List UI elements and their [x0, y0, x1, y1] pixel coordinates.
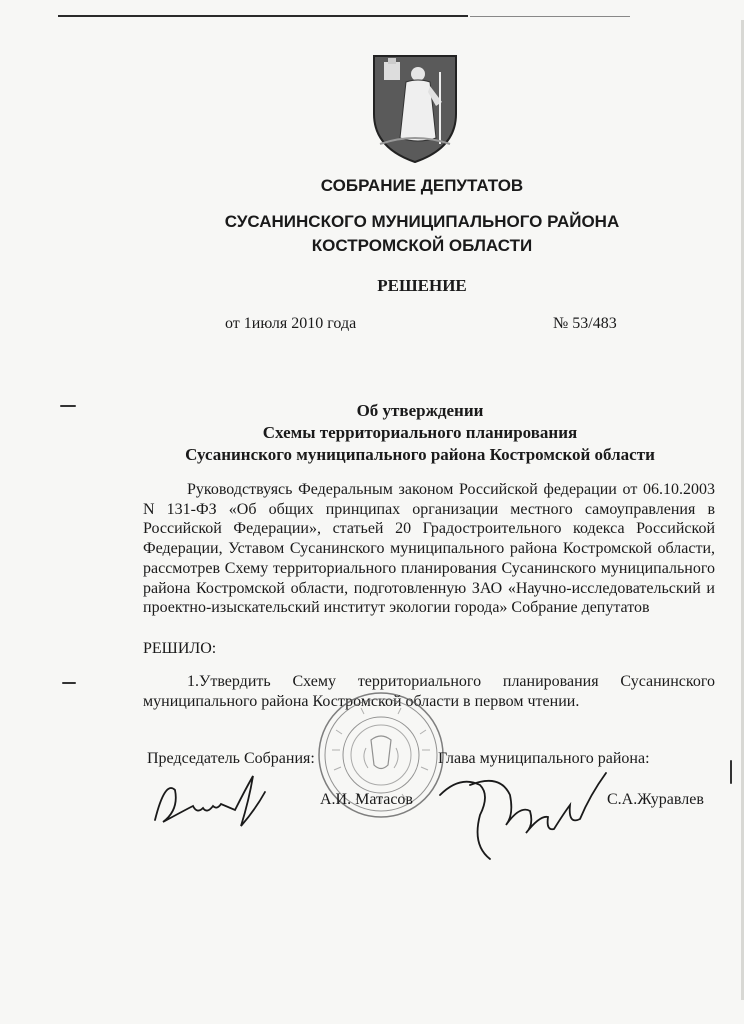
title-line3: Сусанинского муниципального района Костромской области: [185, 445, 655, 464]
left-signatory-name: А.И. Матасов: [320, 791, 413, 808]
org-name-line3: КОСТРОМСКОЙ ОБЛАСТИ: [311, 236, 533, 255]
document-type: РЕШЕНИЕ: [377, 276, 467, 295]
body-paragraph-1-text: Руководствуясь Федеральным законом Российской федерации от 06.10.2003 N 131-ФЗ «Об общих принципах организации местного самоуправления в Российской Федерации», статьей 20 Градостроительного кодекса Российской Федерации, Уставом Сусанинского муниципального района Костромской области, рассмотрев Схему территориального планирования Сусанинского муниципального района Костромской области, подготовленную ЗАО «Научно-исследовательский и проектно-изыскательский институт экологии города» Собрание депутатов: [143, 481, 715, 617]
coat-of-arms-icon: [370, 52, 460, 164]
org-name-line1: СОБРАНИЕ ДЕПУТАТОВ: [320, 176, 524, 195]
document-date: от 1июля 2010 года: [225, 315, 357, 332]
scan-edge-line: [58, 15, 468, 17]
signature-right-icon: [430, 755, 610, 865]
body-paragraph-2-text: 1.Утвердить Схему территориального планирования Сусанинского муниципального района Костромской области в первом чтении.: [143, 673, 715, 710]
scan-margin-mark: [62, 682, 76, 684]
resolved-label: РЕШИЛО:: [143, 640, 217, 657]
right-signatory-title: Глава муниципального района:: [438, 750, 650, 767]
left-signatory-title: Председатель Собрания:: [147, 750, 315, 767]
right-signatory-name: С.А.Журавлев: [607, 791, 704, 808]
scan-margin-mark: [730, 760, 732, 784]
body-paragraph-1: [143, 480, 715, 618]
signature-left-icon: [145, 770, 275, 835]
scan-margin-mark: [60, 405, 76, 407]
org-name-line2: СУСАНИНСКОГО МУНИЦИПАЛЬНОГО РАЙОНА: [224, 212, 620, 231]
title-line1: Об утверждении: [356, 401, 484, 420]
title-line2: Схемы территориального планирования: [262, 423, 578, 442]
document-number: № 53/483: [553, 315, 617, 332]
scan-edge-line: [470, 16, 630, 17]
